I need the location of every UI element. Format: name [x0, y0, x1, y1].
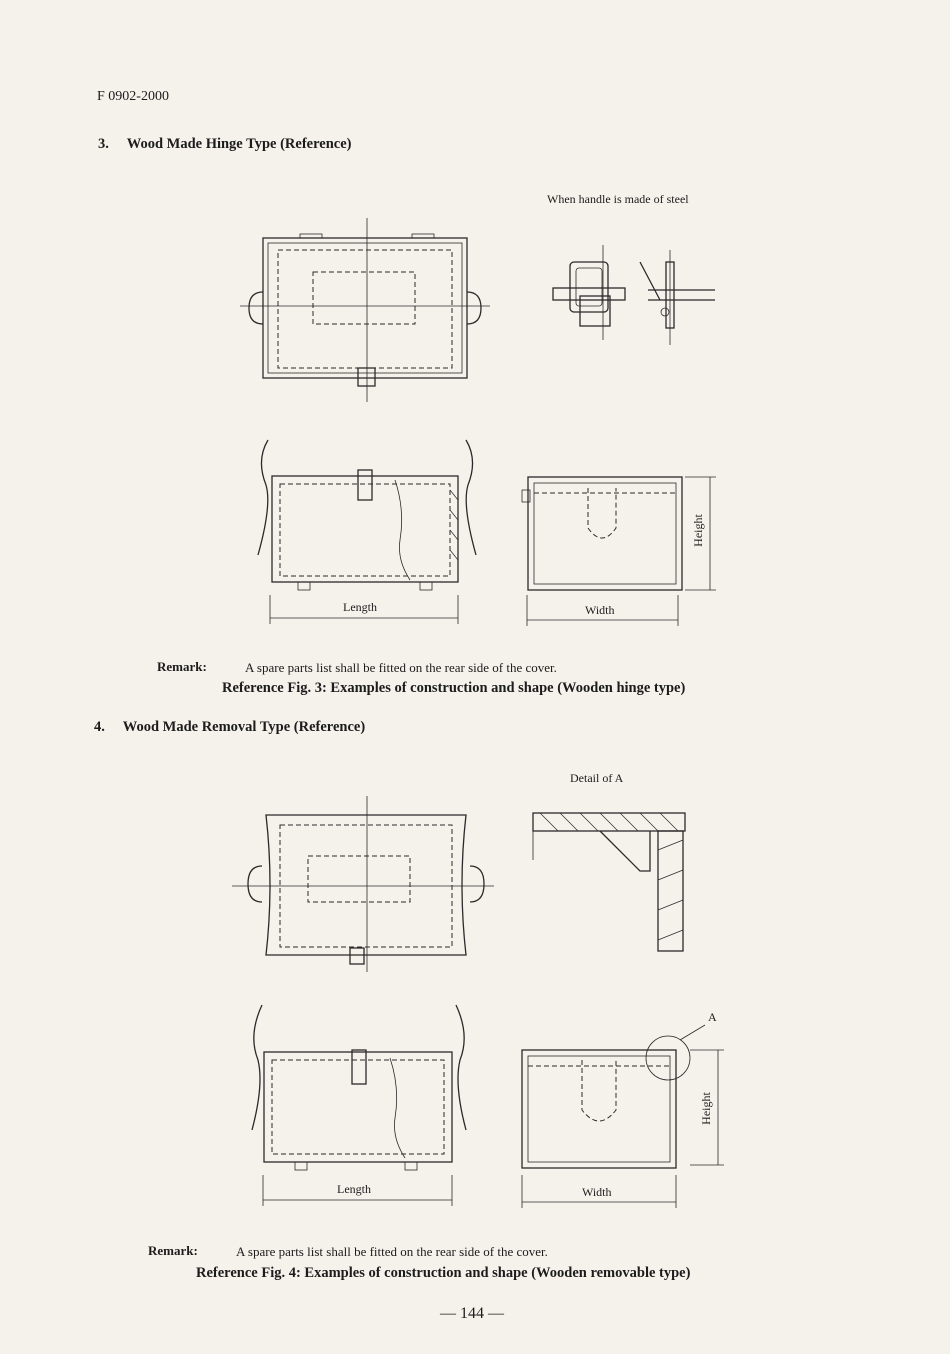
- steel-handle-note: When handle is made of steel: [547, 192, 689, 206]
- fig4-top-view: [232, 796, 494, 972]
- fig3-height-label: Height: [690, 514, 705, 547]
- fig4-detail-a: [533, 813, 685, 951]
- fig3-front-view: [258, 440, 476, 624]
- fig4-detail-marker-a: A: [708, 1010, 717, 1024]
- fig4-side-view: [522, 1025, 724, 1208]
- fig4-length-label: Length: [337, 1182, 371, 1196]
- fig3-width-label: Width: [585, 603, 615, 617]
- fig4-width-label: Width: [582, 1185, 612, 1199]
- fig3-remark-label: Remark:: [157, 659, 207, 674]
- page-number: — 144 —: [440, 1305, 504, 1322]
- detail-a-label: Detail of A: [570, 771, 624, 785]
- fig4-height-label: Height: [698, 1092, 713, 1125]
- fig4-remark-label: Remark:: [148, 1243, 198, 1258]
- fig3-remark-text: A spare parts list shall be fitted on the rear side of the cover.: [245, 660, 557, 675]
- fig3-length-label: Length: [343, 600, 377, 614]
- fig3-caption: Reference Fig. 3: Examples of construction and shape (Wooden hinge type): [222, 680, 686, 696]
- section-4-title: 4. Wood Made Removal Type (Reference): [94, 719, 366, 735]
- fig4-front-view: [252, 1005, 466, 1206]
- fig3-top-view: [240, 218, 490, 402]
- fig4-remark-text: A spare parts list shall be fitted on the rear side of the cover.: [236, 1244, 548, 1259]
- fig3-steel-handle-detail: [553, 245, 715, 345]
- document-number: F 0902-2000: [97, 89, 169, 104]
- section-3-title: 3. Wood Made Hinge Type (Reference): [98, 136, 352, 152]
- fig4-caption: Reference Fig. 4: Examples of construction and shape (Wooden removable type): [196, 1265, 691, 1281]
- fig3-side-view: [522, 477, 716, 626]
